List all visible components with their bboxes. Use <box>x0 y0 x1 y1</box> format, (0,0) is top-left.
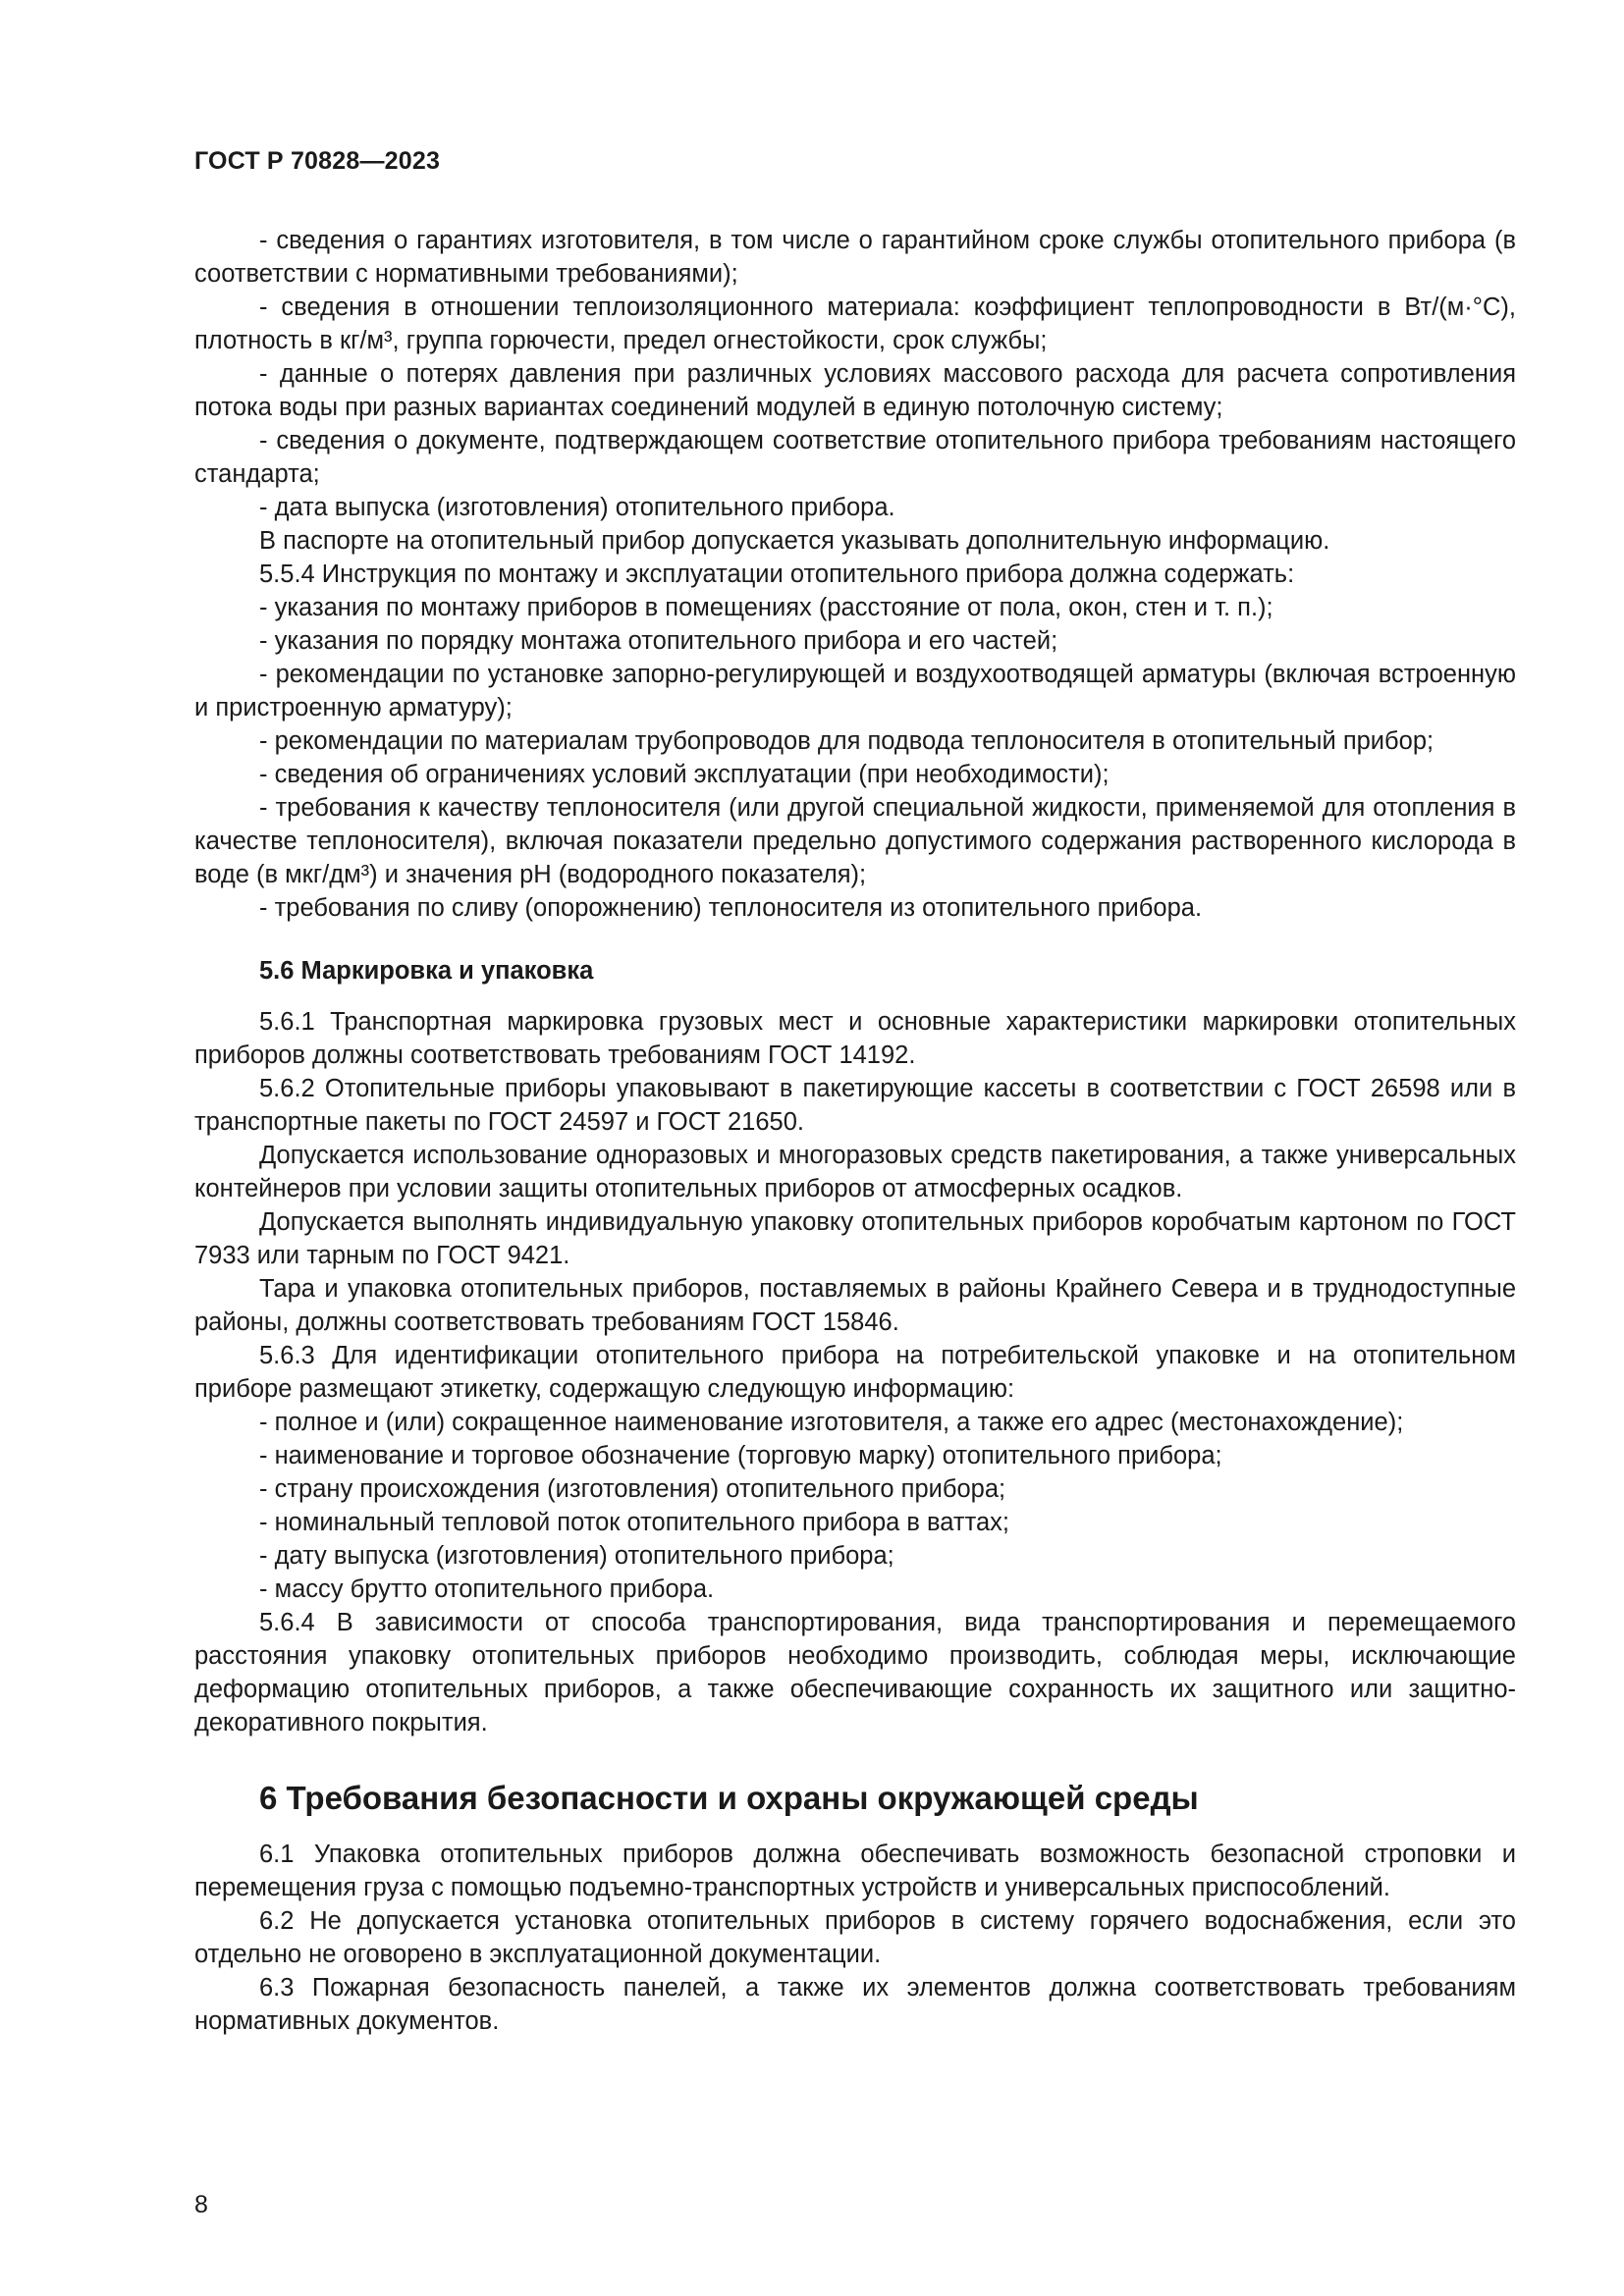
paragraph: В паспорте на отопительный прибор допускается указывать дополнительную информацию. <box>259 527 1330 555</box>
paragraph: - сведения о документе, подтверждающем соответствие отопительного прибора требованиям настоящего стандарта; <box>194 427 1516 488</box>
paragraph: - дата выпуска (изготовления) отопительного прибора. <box>259 494 895 521</box>
page-content <box>194 224 1516 2038</box>
section-heading: 6 Требования безопасности и охраны окружающей среды <box>259 1780 1199 1816</box>
paragraph: - требования к качеству теплоносителя (или другой специальной жидкости, применяемой для отопления в качестве теплоносителя), включая показатели предельно допустимого содержания растворенного кислорода в воде (в мкг/дм³) и значения рН (водородного показателя); <box>194 794 1516 888</box>
paragraph: - массу брутто отопительного прибора. <box>259 1575 715 1603</box>
paragraph: - страну происхождения (изготовления) отопительного прибора; <box>259 1475 1006 1503</box>
paragraph: 6.1 Упаковка отопительных приборов должна обеспечивать возможность безопасной строповки и перемещения груза с помощью подъемно-транспортных устройств и универсальных приспособлений. <box>194 1841 1516 1901</box>
paragraph: - полное и (или) сокращенное наименование изготовителя, а также его адрес (местонахождение); <box>259 1409 1404 1436</box>
paragraph: Тара и упаковка отопительных приборов, поставляемых в районы Крайнего Севера и в труднодоступные районы, должны соответствовать требованиям ГОСТ 15846. <box>194 1275 1516 1336</box>
paragraph: Допускается использование одноразовых и многоразовых средств пакетирования, а также универсальных контейнеров при условии защиты отопительных приборов от атмосферных осадков. <box>194 1142 1516 1202</box>
paragraph: 6.3 Пожарная безопасность панелей, а также их элементов должна соответствовать требованиям нормативных документов. <box>194 1974 1516 2035</box>
paragraph: - сведения о гарантиях изготовителя, в том числе о гарантийном сроке службы отопительного прибора (в соответствии с нормативными требованиями); <box>194 227 1516 288</box>
paragraph: 6.2 Не допускается установка отопительных приборов в систему горячего водоснабжения, если это отдельно не оговорено в эксплуатационной документации. <box>194 1907 1516 1968</box>
paragraph: - сведения в отношении теплоизоляционного материала: коэффициент теплопроводности в Вт/(м·°С), плотность в кг/м³, группа горючести, предел огнестойкости, срок службы; <box>194 294 1516 354</box>
paragraph: - данные о потерях давления при различных условиях массового расхода для расчета сопротивления потока воды при разных вариантах соединений модулей в единую потолочную систему; <box>194 360 1516 421</box>
subsection-heading: 5.6 Маркировка и упаковка <box>259 957 594 985</box>
paragraph: - рекомендации по материалам трубопроводов для подвода теплоносителя в отопительный прибор; <box>259 727 1435 755</box>
paragraph: - сведения об ограничениях условий эксплуатации (при необходимости); <box>259 761 1110 788</box>
page-number: 8 <box>194 2191 208 2218</box>
paragraph: - указания по монтажу приборов в помещениях (расстояние от пола, окон, стен и т. п.); <box>259 594 1273 621</box>
paragraph: Допускается выполнять индивидуальную упаковку отопительных приборов коробчатым картоном по ГОСТ 7933 или тарным по ГОСТ 9421. <box>194 1208 1516 1269</box>
paragraph: - указания по порядку монтажа отопительного прибора и его частей; <box>259 627 1058 655</box>
paragraph: 5.6.3 Для идентификации отопительного прибора на потребительской упаковке и на отопительном приборе размещают этикетку, содержащую следующую информацию: <box>194 1342 1516 1403</box>
paragraph: 5.6.1 Транспортная маркировка грузовых мест и основные характеристики маркировки отопительных приборов должны соответствовать требованиям ГОСТ 14192. <box>194 1008 1516 1069</box>
paragraph: 5.6.2 Отопительные приборы упаковывают в пакетирующие кассеты в соответствии с ГОСТ 26598 или в транспортные пакеты по ГОСТ 24597 и ГОСТ 21650. <box>194 1075 1516 1136</box>
running-header: ГОСТ Р 70828—2023 <box>194 147 441 175</box>
paragraph: - дату выпуска (изготовления) отопительного прибора; <box>259 1542 894 1570</box>
paragraph: 5.6.4 В зависимости от способа транспортирования, вида транспортирования и перемещаемого расстояния упаковку отопительных приборов необходимо производить, соблюдая меры, исключающие деформацию отопительных приборов, а также обеспечивающие сохранность их защитного или защитно-декоративного покрытия. <box>194 1609 1516 1736</box>
paragraph: 5.5.4 Инструкция по монтажу и эксплуатации отопительного прибора должна содержать: <box>259 561 1295 588</box>
paragraph: - требования по сливу (опорожнению) теплоносителя из отопительного прибора. <box>259 894 1203 922</box>
paragraph: - рекомендации по установке запорно-регулирующей и воздухоотводящей арматуры (включая встроенную и пристроенную арматуру); <box>194 661 1516 721</box>
paragraph: - номинальный тепловой поток отопительного прибора в ваттах; <box>259 1509 1010 1536</box>
paragraph: - наименование и торговое обозначение (торговую марку) отопительного прибора; <box>259 1442 1222 1469</box>
